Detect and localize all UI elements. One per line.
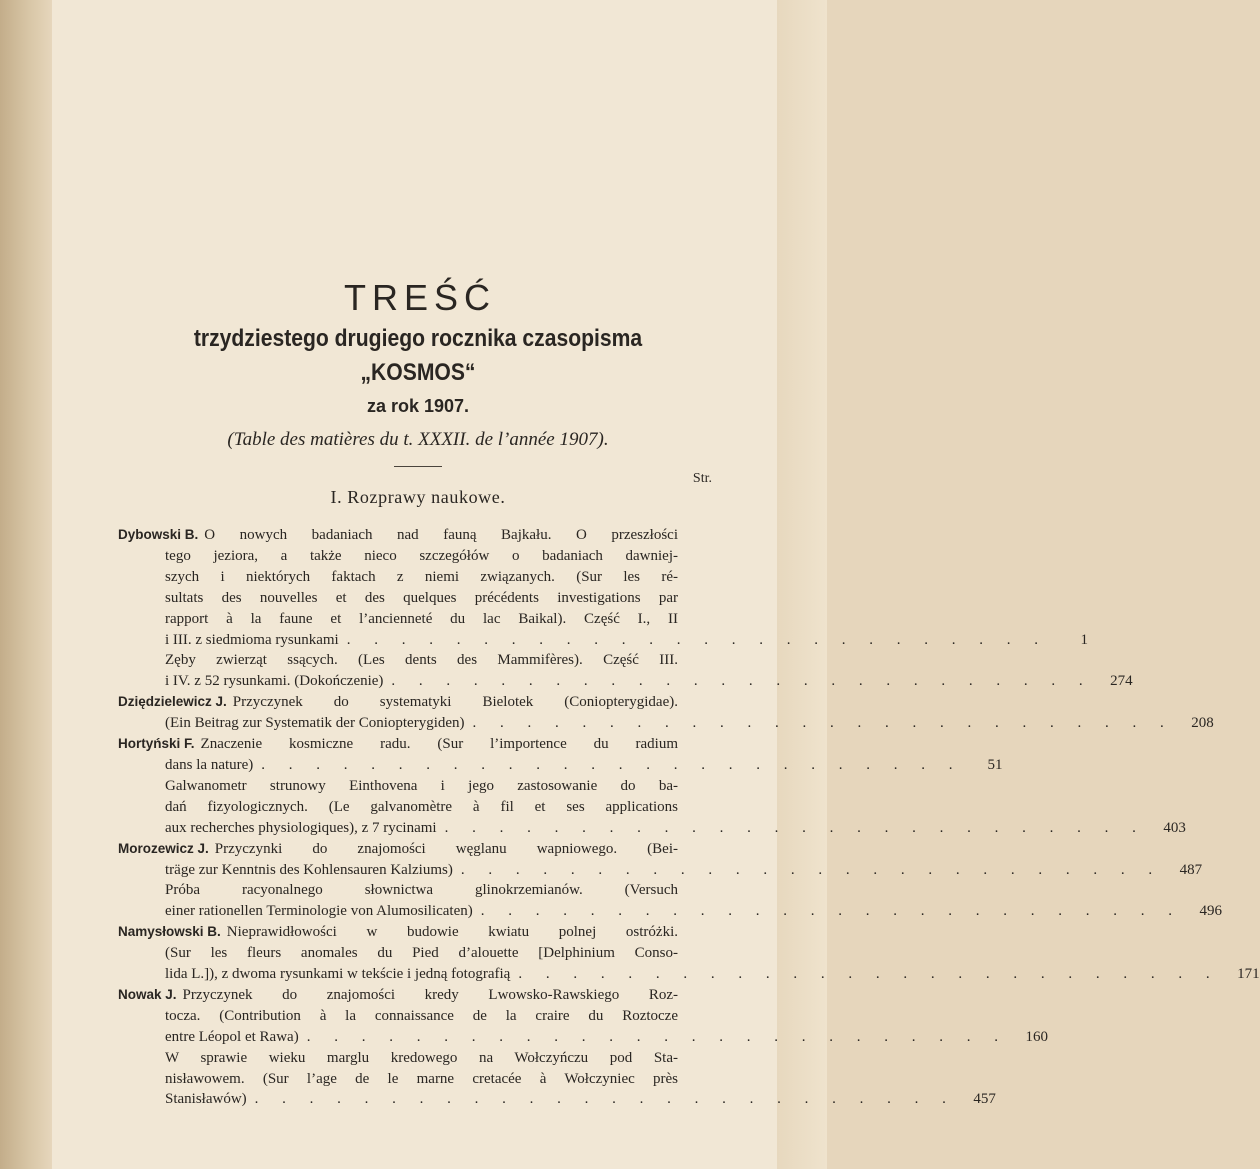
toc-entry — [118, 839, 1223, 923]
leader-dots: . . . . . . . . . . . . . . . . . . . . . . . . . . — [261, 756, 963, 773]
toc-line — [118, 692, 718, 713]
leader-dots: . . . . . . . . . . . . . . . . . . . . . . . . . . — [472, 715, 1174, 732]
toc-entry — [118, 922, 1260, 985]
entry-text: lida L.]), z dwoma rysunkami w tekście i jedną fotografią — [165, 966, 511, 983]
toc-line — [118, 1027, 1048, 1048]
page-edge — [777, 0, 827, 1169]
toc-line — [118, 1069, 718, 1090]
book-spine-shadow — [0, 0, 52, 1169]
entry-text: O nowych badaniach nad fauną Bajkału. O przeszłości — [204, 527, 678, 543]
toc-line — [118, 609, 718, 630]
entry-text: dań fizyologicznych. (Le galvanomètre à fil et ses applications — [165, 798, 678, 815]
entry-text: Przyczynki do znajomości węglanu wapniowego. (Bei- — [214, 840, 678, 857]
entry-text: Nieprawidłowości w budowie kwiatu polnej ostróżki. — [226, 924, 678, 941]
entry-text: träge zur Kenntnis des Kohlensauren Kalziums) — [165, 861, 453, 878]
toc-entry — [118, 985, 1048, 1110]
toc-line — [118, 818, 1186, 839]
entry-text: dans la nature) — [165, 756, 254, 773]
leader-dots: . . . . . . . . . . . . . . . . . . . . . . . . . . — [444, 819, 1146, 836]
entry-text: Przyczynek do systematyki Bielotek (Coniopterygidae). — [232, 694, 678, 711]
page-number: 457 — [973, 1091, 996, 1108]
author-name: Dziędzielewicz J. — [118, 694, 227, 710]
page-number: 1 — [1080, 631, 1088, 648]
page-number: 487 — [1179, 861, 1203, 878]
entry-text: Znaczenie kosmiczne radu. (Sur l’importence du radium — [200, 736, 678, 753]
toc-entry — [118, 734, 1186, 839]
page-number: 403 — [1163, 819, 1186, 836]
entry-text: nisławowem. (Sur l’age de le marne cretacée à Wołczyniec près — [165, 1070, 678, 1087]
toc-line — [118, 922, 718, 943]
entry-text: sultats des nouvelles et des quelques précédents investigations par — [165, 589, 678, 606]
entry-text: entre Léopol et Rawa) — [165, 1028, 299, 1045]
entry-text: Przyczynek do znajomości kredy Lwowsko-Rawskiego Roz- — [182, 986, 678, 1003]
entry-text: tocza. (Contribution à la connaissance de la craire du Roztocze — [165, 1007, 678, 1024]
entry-text: Stanisławów) — [165, 1091, 247, 1108]
toc-line — [118, 671, 1133, 692]
page-number: 171 — [1237, 966, 1260, 983]
entries-list — [118, 525, 1260, 1110]
entry-text: Próba racyonalnego słownictwa glinokrzemianów. (Versuch — [165, 882, 678, 899]
entry-text: tego jeziora, a także nieco szczegółów o badaniach dawniej- — [165, 547, 678, 564]
page-number: 160 — [1025, 1028, 1048, 1045]
page-number: 274 — [1110, 673, 1133, 690]
french-subtitle: (Table des matières du t. XXXII. de l’année 1907). — [227, 429, 609, 450]
entry-text: i IV. z 52 rysunkami. (Dokończenie) — [165, 673, 384, 690]
toc-line — [118, 713, 1214, 734]
toc-line — [118, 1089, 996, 1110]
leader-dots: . . . . . . . . . . . . . . . . . . . . . . . . . . — [391, 673, 1093, 690]
author-name: Dybowski B. — [118, 527, 199, 542]
entry-text: rapport à la faune et l’ancienneté du lac Baikal). Część I., II — [165, 610, 678, 627]
toc-line — [118, 901, 1223, 922]
toc-line — [118, 734, 718, 755]
author-name: Nowak J. — [118, 986, 177, 1002]
leader-dots: . . . . . . . . . . . . . . . . . . . . . . . . . . — [254, 1091, 956, 1108]
page-number: 496 — [1199, 903, 1223, 920]
leader-dots: . . . . . . . . . . . . . . . . . . . . . . . . . . — [460, 861, 1163, 878]
leader-dots: . . . . . . . . . . . . . . . . . . . . . . . . . . — [480, 903, 1183, 920]
entry-text: W sprawie wieku marglu kredowego na Wołczyńczu pod Sta- — [165, 1049, 678, 1066]
author-name: Namysłowski B. — [118, 924, 221, 940]
entry-text: (Sur les fleurs anomales du Pied d’alouette [Delphinium Conso- — [165, 945, 678, 962]
toc-line — [118, 839, 718, 860]
leader-dots: . . . . . . . . . . . . . . . . . . . . . . . . . . — [518, 966, 1220, 983]
toc-line — [118, 588, 718, 609]
page-column-label: Str. — [692, 471, 712, 486]
toc-entry — [118, 525, 1133, 692]
page-number: 208 — [1191, 715, 1214, 732]
toc-line — [118, 1048, 718, 1069]
author-name: Morozewicz J. — [118, 840, 209, 856]
entry-text: aux recherches physiologiques), z 7 rycinami — [165, 819, 437, 836]
toc-line — [118, 755, 1003, 776]
toc-line — [118, 964, 1260, 985]
toc-line — [118, 943, 718, 964]
author-name: Hortyński F. — [118, 736, 195, 752]
leader-dots: . . . . . . . . . . . . . . . . . . . . . . . . . . — [306, 1028, 1008, 1045]
toc-line — [118, 525, 718, 546]
year-line: za rok 1907. — [366, 396, 470, 416]
toc-line — [118, 630, 1088, 651]
toc-line — [118, 1006, 718, 1027]
entry-text: (Ein Beitrag zur Systematik der Coniopterygiden) — [165, 715, 465, 732]
entry-text: Galwanometr strunowy Einthovena i jego zastosowanie do ba- — [165, 777, 678, 794]
toc-line — [118, 567, 718, 588]
volume-subtitle: trzydziestego drugiego rocznika czasopisma „KOSMOS“ — [193, 325, 643, 386]
toc-line — [118, 985, 718, 1006]
toc-line — [118, 880, 718, 901]
toc-line — [118, 776, 718, 797]
toc-entry — [118, 692, 1214, 734]
section-title: I. Rozprawy naukowe. — [330, 487, 506, 507]
entry-text: i III. z siedmioma rysunkami — [165, 631, 339, 648]
entry-text: Zęby zwierząt ssących. (Les dents des Mammifères). Część III. — [165, 652, 678, 669]
toc-line — [118, 797, 718, 818]
table-of-contents — [118, 272, 1260, 1110]
entry-text: szych i niektórych faktach z niemi związanych. (Sur les ré- — [165, 568, 678, 585]
toc-line — [118, 650, 718, 671]
entry-text: einer rationellen Terminologie von Alumosilicaten) — [165, 903, 473, 920]
toc-line — [118, 546, 718, 567]
section-header — [118, 467, 718, 515]
leader-dots: . . . . . . . . . . . . . . . . . . . . . . . . . . — [346, 631, 1048, 648]
page-title: TREŚĆ — [343, 277, 496, 318]
page-number: 51 — [987, 756, 1003, 773]
toc-line — [118, 860, 1203, 881]
